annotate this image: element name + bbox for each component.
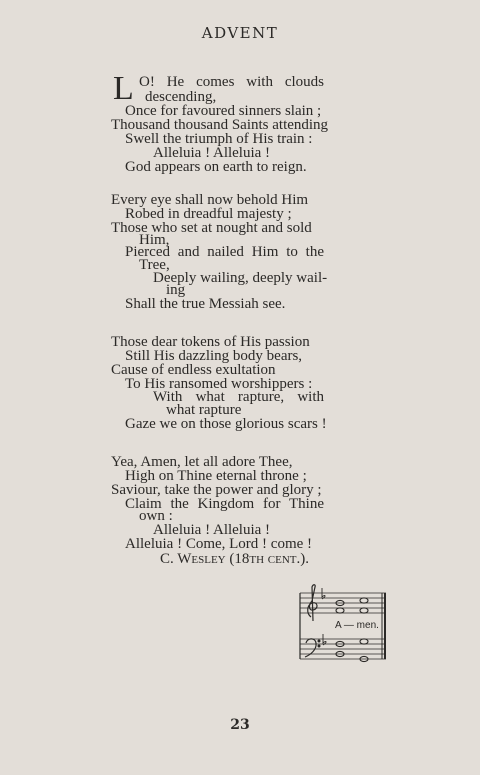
page-number: 23 [230, 717, 250, 733]
verse3-line6: what rapture [166, 402, 242, 418]
verse4-line7: Alleluia ! Come, Lord ! come ! [125, 536, 313, 552]
verse1-line7: God appears on earth to reign. [125, 159, 307, 175]
verse2-line8: ing [166, 282, 186, 298]
verse4-line1: Yea, Amen, let all adore Thee, [111, 454, 293, 470]
verse1-line5: Swell the triumph of His train : [125, 131, 313, 147]
verse2-line1: Every eye shall now behold Him [111, 192, 309, 208]
verse2-line2: Robed in dreadful majesty ; [125, 206, 292, 222]
verse4-line3: Saviour, take the power and glory ; [111, 482, 322, 498]
verse3-line1: Those dear tokens of His passion [111, 334, 310, 350]
verse1-line4: Thousand thousand Saints attending [111, 117, 329, 133]
verse1-line6: Alleluia ! Alleluia ! [153, 145, 271, 161]
amen-lyric: A — men. [335, 620, 379, 631]
flat-sign-icon [322, 588, 326, 645]
drop-cap [113, 70, 135, 107]
drop-cap-letter: L [113, 70, 134, 107]
verse2-line9: Shall the true Messiah see. [125, 296, 286, 312]
verse3-line5: With what rapture, with [153, 389, 324, 405]
verse4-line4: Claim the Kingdom for Thine [125, 496, 324, 512]
verse2-line7: Deeply wailing, deeply wail- [153, 270, 328, 286]
verse2-line3: Those who set at nought and sold [111, 220, 312, 236]
verse2-line5: Pierced and nailed Him to the [125, 244, 324, 260]
verse2-line6: Tree, [139, 257, 170, 273]
verse1-line1: O! He comes with clouds [139, 74, 324, 90]
verse4-line2: High on Thine eternal throne ; [125, 468, 307, 484]
verse4-line5: own : [139, 508, 173, 524]
verse4-line6: Alleluia ! Alleluia ! [153, 522, 271, 538]
verse3-line2: Still His dazzling body bears, [125, 348, 303, 364]
verse1-line2: descending, [145, 89, 217, 105]
verse1-line3: Once for favoured sinners slain ; [125, 103, 322, 119]
verse3-line7: Gaze we on those glorious scars ! [125, 416, 327, 432]
attribution: C. Wesley (18th cent.). [160, 551, 309, 567]
verse3-line3: Cause of endless exultation [111, 362, 276, 378]
verse2-line4: Him, [139, 232, 170, 248]
verse3-line4: To His ransomed worshippers : [125, 376, 313, 392]
page-title: ADVENT [201, 24, 279, 42]
